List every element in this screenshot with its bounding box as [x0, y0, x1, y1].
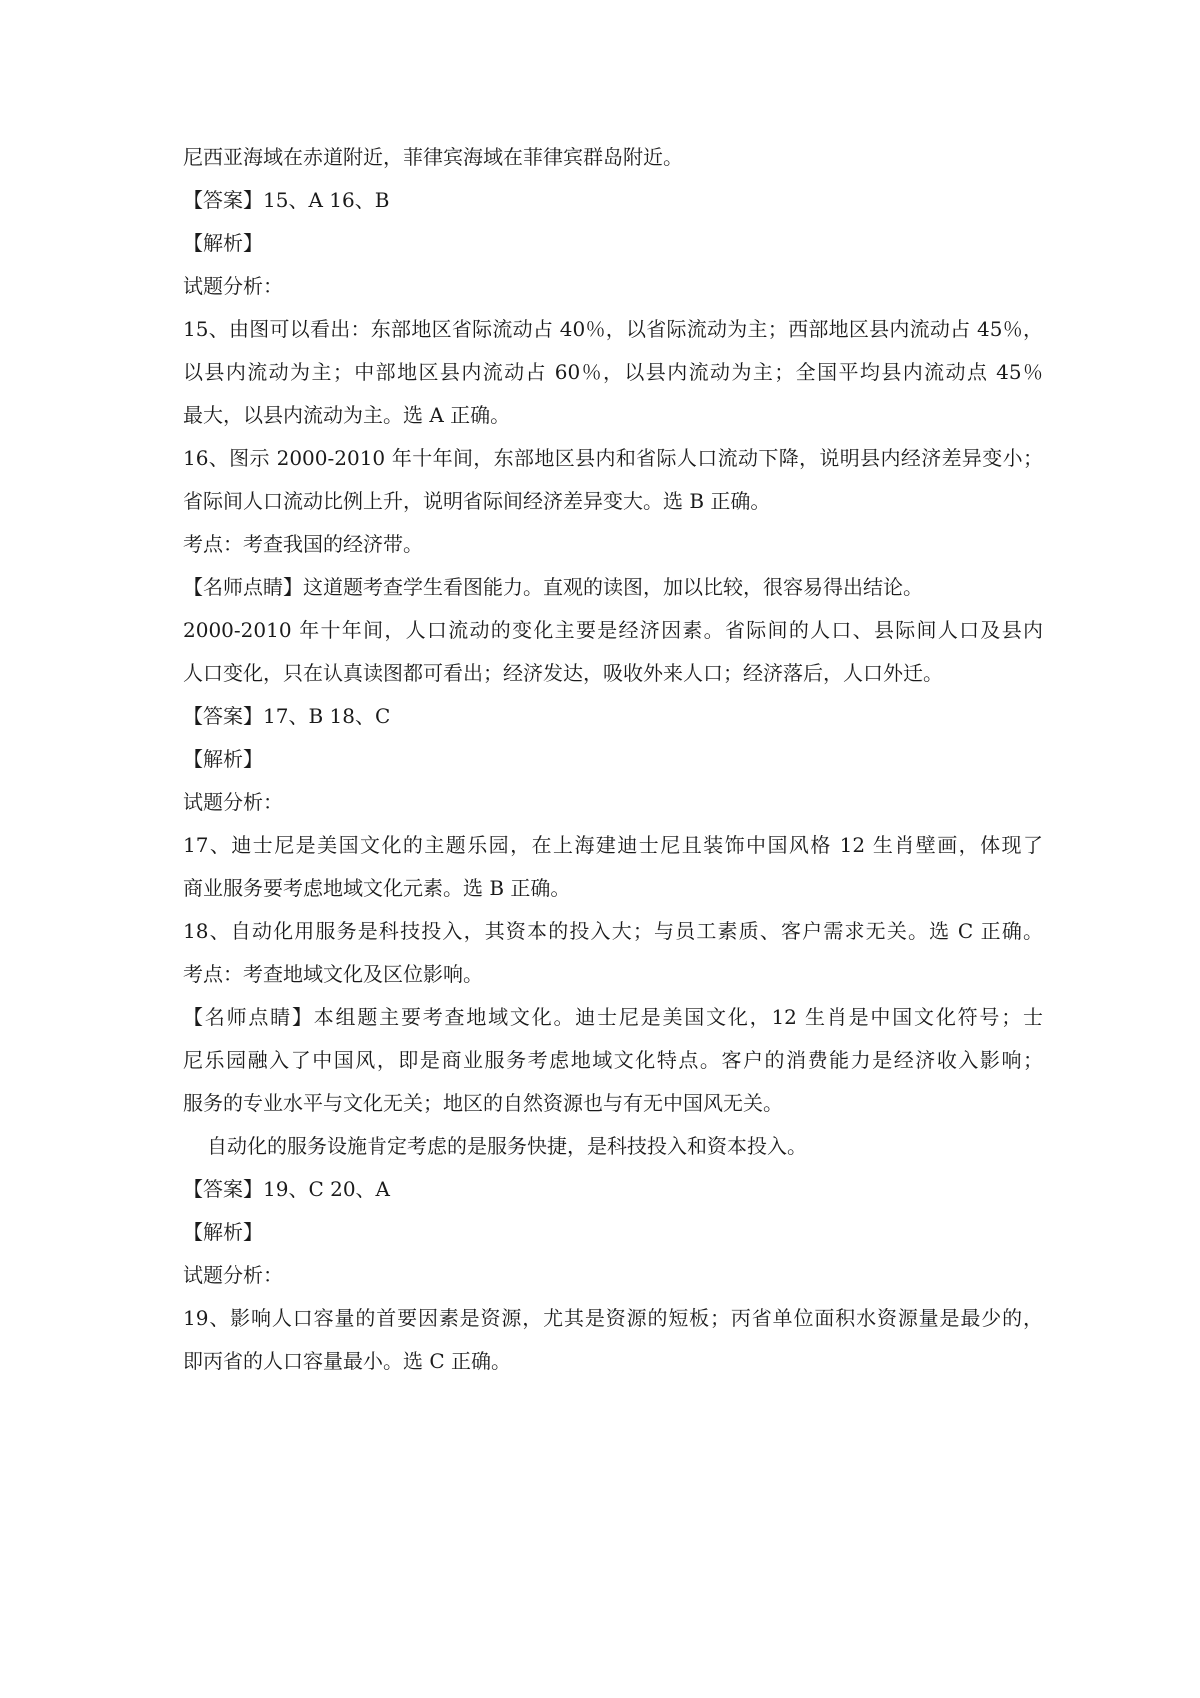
text-line: 【名师点睛】这道题考查学生看图能力。直观的读图，加以比较，很容易得出结论。 [183, 575, 923, 599]
text-line: 15、由图可以看出：东部地区省际流动占 40％，以省际流动为主；西部地区县内流动占 45％， [183, 317, 1043, 341]
text-line: 服务的专业水平与文化无关；地区的自然资源也与有无中国风无关。 [183, 1091, 783, 1115]
text-line: 2000-2010 年十年间，人口流动的变化主要是经济因素。省际间的人口、县际间人口及县内 [183, 618, 1043, 642]
text-line: 17、迪士尼是美国文化的主题乐园，在上海建迪士尼且装饰中国风格 12 生肖壁画，体现了 [183, 833, 1043, 857]
text-line: 试题分析： [183, 1263, 283, 1287]
answer-heading: 【答案】17、B 18、C [183, 704, 391, 728]
text-line: 考点：考查我国的经济带。 [183, 532, 423, 556]
text-line: 18、自动化用服务是科技投入，其资本的投入大；与员工素质、客户需求无关。选 C 正确。 [183, 919, 1043, 943]
text-line: 试题分析： [183, 790, 283, 814]
text-line: 最大，以县内流动为主。选 A 正确。 [183, 403, 511, 427]
answer-heading: 【答案】19、C 20、A [183, 1177, 391, 1201]
text-line: 省际间人口流动比例上升，说明省际间经济差异变大。选 B 正确。 [183, 489, 771, 513]
text-line: 【名师点睛】本组题主要考查地域文化。迪士尼是美国文化，12 生肖是中国文化符号；士 [183, 1005, 1043, 1029]
answer-heading: 【答案】15、A 16、B [183, 188, 390, 212]
analysis-heading: 【解析】 [183, 747, 263, 771]
text-line: 人口变化，只在认真读图都可看出；经济发达，吸收外来人口；经济落后，人口外迁。 [183, 661, 943, 685]
text-line: 尼乐园融入了中国风，即是商业服务考虑地域文化特点。客户的消费能力是经济收入影响； [183, 1048, 1043, 1072]
text-line: 自动化的服务设施肯定考虑的是服务快捷，是科技投入和资本投入。 [207, 1134, 807, 1158]
text-line: 以县内流动为主；中部地区县内流动占 60％，以县内流动为主；全国平均县内流动点 45％ [183, 360, 1043, 384]
text-line: 尼西亚海域在赤道附近，菲律宾海域在菲律宾群岛附近。 [183, 145, 683, 169]
text-line: 商业服务要考虑地域文化元素。选 B 正确。 [183, 876, 571, 900]
text-line: 即丙省的人口容量最小。选 C 正确。 [183, 1349, 512, 1373]
text-line: 19、影响人口容量的首要因素是资源，尤其是资源的短板；丙省单位面积水资源量是最少的， [183, 1306, 1043, 1330]
text-line: 考点：考查地域文化及区位影响。 [183, 962, 483, 986]
analysis-heading: 【解析】 [183, 1220, 263, 1244]
text-line: 试题分析： [183, 274, 283, 298]
text-line: 16、图示 2000-2010 年十年间，东部地区县内和省际人口流动下降，说明县内经济差异变小； [183, 446, 1043, 470]
analysis-heading: 【解析】 [183, 231, 263, 255]
